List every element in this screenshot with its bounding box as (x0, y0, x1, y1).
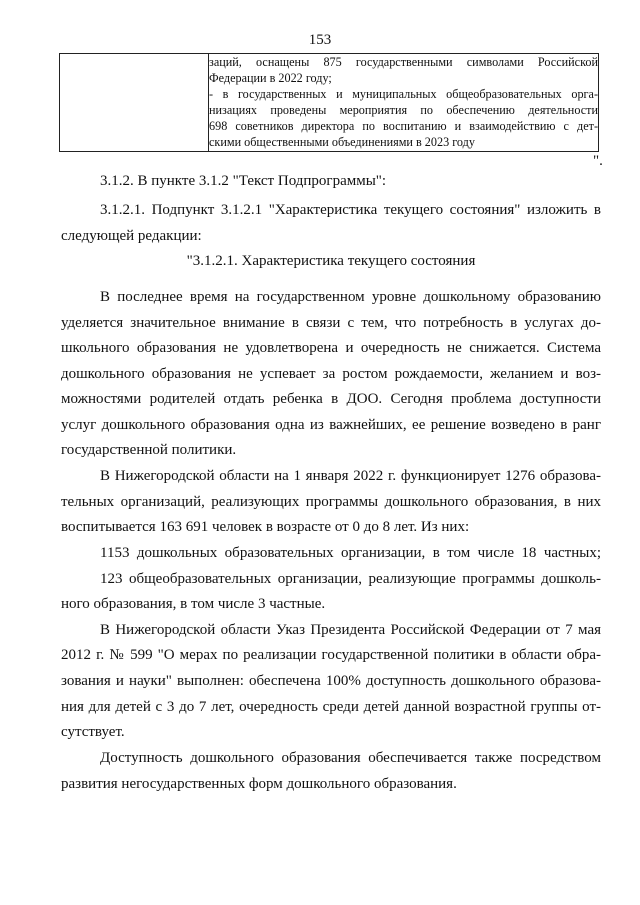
table-cell-text (209, 54, 599, 152)
text-line: В Нижегородской области Указ Президента Российской Федерации от 7 мая (100, 622, 601, 638)
text-line: 2012 г. № 599 "О мерах по реализации государственной политики в области обра- (61, 647, 601, 663)
text-line: ного образования, в том числе 3 частные. (61, 596, 326, 612)
text-line: 1153 дошкольных образовательных организации, в том числе 18 частных; (100, 545, 601, 561)
table-cell-empty (60, 54, 209, 152)
text-line: сутствует. (61, 724, 125, 740)
table-cell-line: скими общественными объединениями в 2023 году (209, 135, 475, 150)
table-cell-line: заций, оснащены 875 государственными символами Российской (209, 55, 598, 69)
text-line: тельных организаций, реализующих программы дошкольного образования, в них (61, 494, 601, 510)
text-line: развития негосударственных форм дошкольного образования. (61, 776, 457, 792)
text-line: школьного образования не удовлетворена и очередность не снижается. Система (61, 340, 601, 356)
page-number: 153 (308, 32, 332, 48)
text-line: услуг дошкольного образования одна из важнейших, ее решение возведено в ранг (61, 417, 601, 433)
text-line: 3.1.2. В пункте 3.1.2 "Текст Подпрограммы": (100, 173, 387, 189)
text-line: В последнее время на государственном уровне дошкольному образованию (100, 289, 601, 305)
text-line: 123 общеобразовательных организации, реализующие программы дошколь- (100, 571, 601, 587)
closing-quote: ". (593, 153, 603, 169)
text-line: воспитывается 163 691 человек в возрасте от 0 до 8 лет. Из них: (61, 519, 470, 535)
text-line: 3.1.2.1. Подпункт 3.1.2.1 "Характеристика текущего состояния" изложить в (100, 202, 601, 218)
table-cell-line: 698 советников директора по воспитанию и взаимодействию с дет- (209, 119, 598, 134)
text-line: дошкольного образования не успевает за ростом рождаемости, желанием и воз- (61, 366, 601, 382)
text-line: можностями родителей отдать ребенка в ДОО. Сегодня проблема доступности (61, 391, 601, 407)
continued-table (59, 53, 599, 152)
text-line: уделяется значительное внимание в связи с тем, что потребность в услугах до- (61, 315, 601, 331)
section-heading: "3.1.2.1. Характеристика текущего состояния (186, 253, 476, 269)
table-cell-line: Федерации в 2022 году; (209, 71, 332, 86)
table-cell-line: низациях проведены мероприятия по обеспечению деятельности (209, 103, 598, 118)
text-line: ния для детей с 3 до 7 лет, очередность среди детей данной возрастной группы от- (61, 699, 601, 715)
text-line: государственной политики. (61, 442, 237, 458)
table-cell-line: - в государственных и муниципальных общеобразовательных орга- (209, 87, 598, 102)
text-line: Доступность дошкольного образования обеспечивается также посредством (100, 750, 601, 766)
text-line: В Нижегородской области на 1 января 2022 г. функционирует 1276 образова- (100, 468, 601, 484)
table-row (60, 54, 599, 152)
text-line: зования и науки" выполнен: обеспечена 100% доступность дошкольного образова- (61, 673, 601, 689)
text-line: следующей редакции: (61, 228, 202, 244)
